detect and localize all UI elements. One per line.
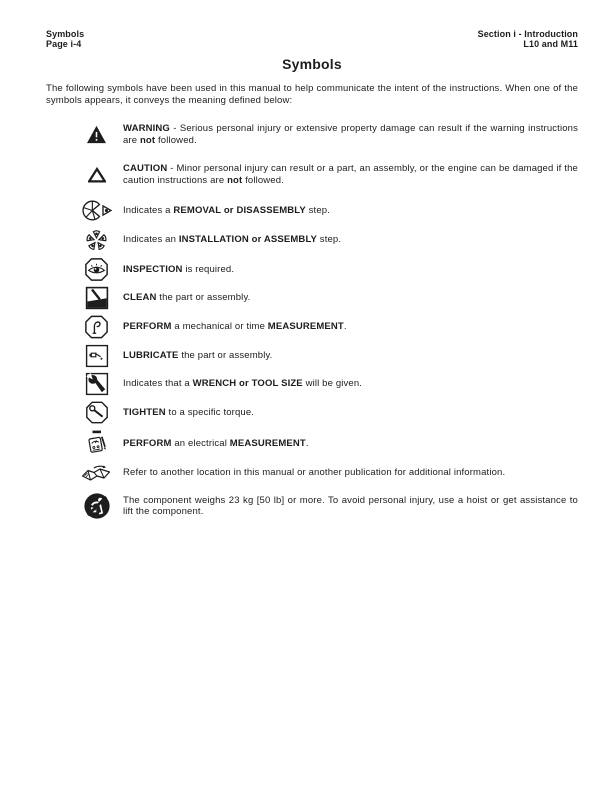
text-segment: CLEAN (123, 292, 157, 304)
text-segment: The component weighs 23 kg [50 lb] or more. To avoid personal injury, use a hoist or get assistance to lift the component. (123, 494, 578, 517)
header-right-line1: Section i - Introduction (477, 29, 578, 39)
installation-assembly-icon (46, 227, 123, 253)
symbol-row-electrical-measurement (46, 429, 578, 458)
electrical-measurement-icon (46, 429, 123, 458)
symbol-description (123, 321, 578, 333)
text-segment: followed. (242, 174, 284, 186)
page-title: Symbols (282, 56, 342, 72)
symbol-description (123, 438, 578, 450)
header-left-line2: Page i-4 (46, 38, 82, 49)
symbol-description (123, 264, 578, 276)
inspection-eye-icon (46, 257, 123, 282)
text-segment: MEASUREMENT (267, 321, 344, 333)
header-left-line1: Symbols (46, 29, 85, 39)
text-segment: Indicates a (123, 204, 174, 216)
text-segment: a mechanical or time (171, 321, 268, 333)
text-segment: will be given. (302, 378, 363, 390)
text-segment: to a specific torque. (165, 406, 255, 418)
warning-triangle-icon (46, 125, 123, 144)
symbol-row-weight (46, 492, 578, 520)
symbol-row-wrench (46, 372, 578, 396)
page-header (46, 30, 578, 49)
symbol-description (123, 292, 578, 304)
intro-paragraph: The following symbols have been used in this manual to help communicate the intent of the instructions. When one of the symbols appears, it conveys the meaning defined below: (46, 83, 578, 106)
symbol-row-lubricate (46, 344, 578, 368)
text-segment: step. (305, 204, 330, 216)
text-segment: - Minor personal injury can result or a part, an assembly, or the engine can be damaged if the caution instructions are (123, 163, 578, 186)
header-right-line2: L10 and M11 (523, 38, 578, 49)
symbol-description (123, 495, 578, 518)
text-segment: INSPECTION (123, 263, 183, 275)
symbol-description (123, 234, 578, 246)
text-segment: not (139, 134, 156, 146)
symbol-description (123, 350, 578, 362)
header-left (46, 30, 84, 49)
text-segment: LUBRICATE (123, 350, 179, 362)
text-segment: WRENCH or TOOL SIZE (192, 378, 303, 390)
text-segment: WARNING (123, 123, 170, 134)
text-segment: Refer to another location in this manual or another publication for additional information. (123, 466, 506, 478)
text-segment: . (343, 321, 347, 333)
text-segment: INSTALLATION or ASSEMBLY (178, 234, 318, 246)
wrench-tool-size-icon (46, 372, 123, 396)
header-right (478, 30, 578, 49)
symbol-description (123, 407, 578, 419)
clean-icon (46, 286, 123, 310)
text-segment: followed. (155, 134, 197, 146)
text-segment: the part or assembly. (178, 350, 273, 362)
tighten-torque-icon (46, 400, 123, 425)
text-segment: REMOVAL or DISASSEMBLY (173, 204, 306, 216)
symbol-description (123, 123, 578, 146)
text-segment: - Serious personal injury or extensive property damage can result if the warning instructions are (123, 123, 578, 146)
mechanical-measurement-icon (46, 314, 123, 340)
symbol-list (46, 123, 578, 520)
refer-publication-icon (46, 462, 123, 483)
text-segment: step. (317, 234, 342, 246)
symbol-row-clean (46, 286, 578, 310)
symbol-description (123, 378, 578, 390)
symbol-row-warning (46, 123, 578, 146)
heavy-weight-lift-icon (46, 492, 123, 520)
text-segment: . (305, 437, 309, 449)
removal-disassembly-icon (46, 198, 123, 223)
symbol-row-removal (46, 198, 578, 223)
text-segment: PERFORM (123, 437, 172, 449)
caution-triangle-icon (46, 167, 123, 183)
text-segment: CAUTION (123, 163, 168, 174)
symbol-row-mechanical-measurement (46, 314, 578, 340)
lubricate-icon (46, 344, 123, 368)
text-segment: Indicates that a (123, 378, 193, 390)
text-segment: the part or assembly. (156, 292, 251, 304)
text-segment: an electrical (171, 437, 230, 449)
text-segment: PERFORM (123, 321, 172, 333)
text-segment: is required. (182, 263, 235, 275)
text-segment: not (227, 174, 243, 186)
symbol-row-tighten (46, 400, 578, 425)
symbol-description (123, 163, 578, 186)
symbol-row-refer (46, 462, 578, 483)
symbol-row-caution (46, 163, 578, 186)
text-segment: MEASUREMENT (229, 437, 306, 449)
text-segment: Indicates an (123, 234, 179, 246)
symbol-description (123, 467, 578, 479)
symbol-row-installation (46, 227, 578, 253)
symbol-description (123, 205, 578, 217)
text-segment: TIGHTEN (123, 406, 166, 418)
symbol-row-inspection (46, 257, 578, 282)
